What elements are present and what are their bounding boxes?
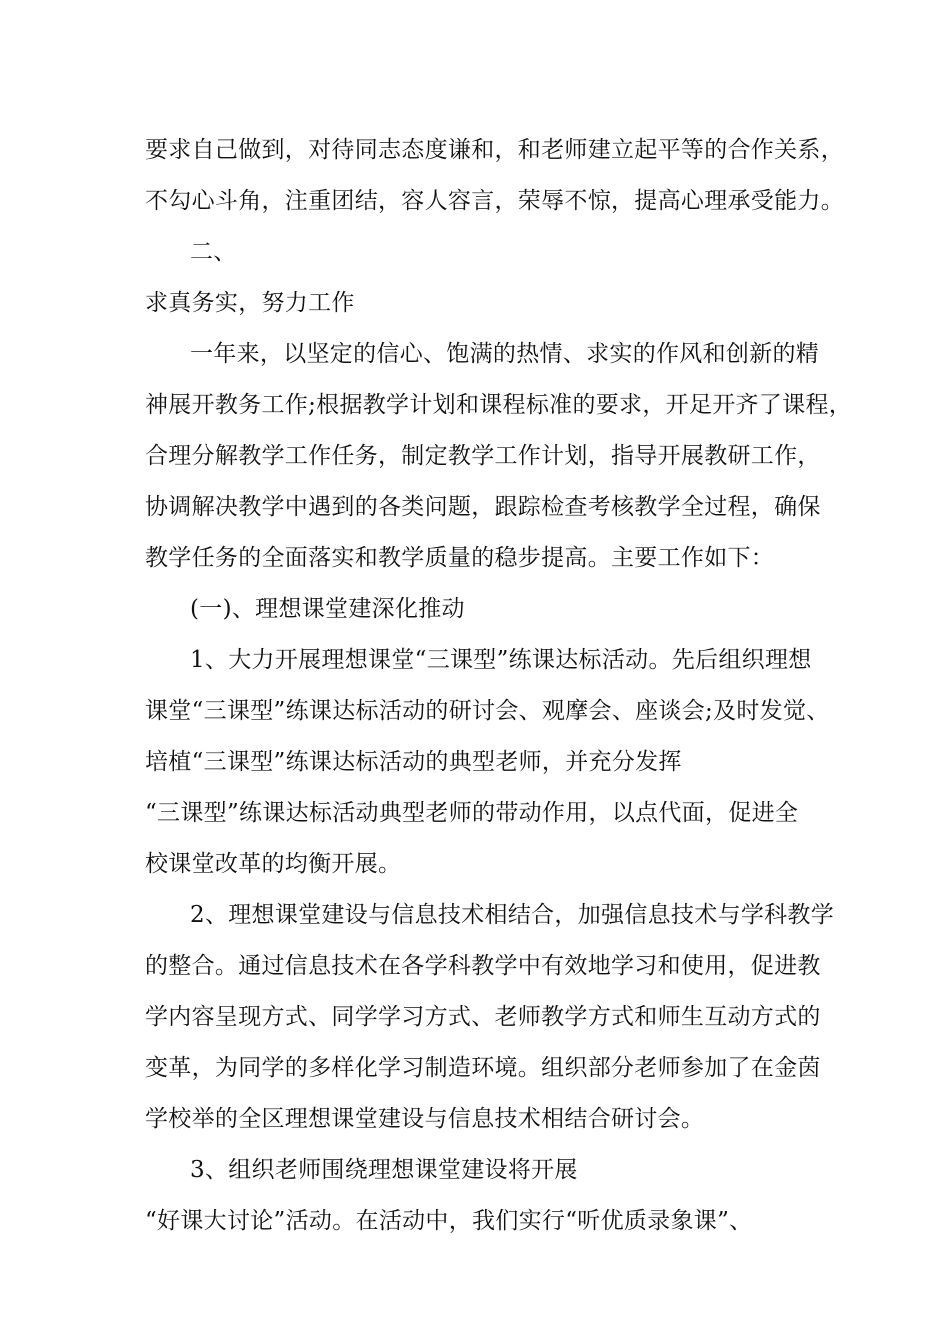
text-line: 不勾心斗角，注重团结，容人容言，荣辱不惊，提高心理承受能力。 [145,188,844,214]
text-line: 学内容呈现方式、同学学习方式、老师教学方式和师生互动方式的 [145,1004,821,1030]
text-line: 校课堂改革的均衡开展。 [145,851,402,877]
text-line: 3、组织老师围绕理想课堂建设将开展 [190,1157,578,1183]
section-number: 二、 [190,239,237,265]
subsection-heading: (一)、理想课堂建深化推动 [190,596,465,622]
text-line: 培植“三课型”练课达标活动的典型老师，并充分发挥 [145,749,682,775]
text-line: 课堂“三课型”练课达标活动的研讨会、观摩会、座谈会;及时发觉、 [145,698,830,724]
text-line: 一年来，以坚定的信心、饱满的热情、求实的作风和创新的精 [190,341,820,367]
section-heading: 求真务实，努力工作 [145,290,355,316]
text-line: 变革，为同学的多样化学习制造环境。组织部分老师参加了在金茵 [145,1055,821,1081]
text-line: 协调解决教学中遇到的各类问题，跟踪检查考核教学全过程，确保 [145,494,821,520]
text-line: “三课型”练课达标活动典型老师的带动作用，以点代面，促进全 [145,800,799,826]
text-line: 的整合。通过信息技术在各学科教学中有效地学习和使用，促进教 [145,953,821,979]
text-line: 2、理想课堂建设与信息技术相结合，加强信息技术与学科教学 [190,902,835,928]
text-line: 1、大力开展理想课堂“三课型”练课达标活动。先后组织理想 [190,647,812,673]
text-line: 教学任务的全面落实和教学质量的稳步提高。主要工作如下： [145,545,775,571]
text-line: 神展开教务工作;根据教学计划和课程标准的要求，开足开齐了课程， [145,392,853,418]
text-line: 要求自己做到，对待同志态度谦和，和老师建立起平等的合作关系， [145,137,844,163]
text-line: 合理分解教学工作任务，制定教学工作计划，指导开展教研工作， [145,443,821,469]
text-line: “好课大讨论”活动。在活动中，我们实行“听优质录象课”、 [145,1208,753,1234]
text-line: 学校举的全区理想课堂建设与信息技术相结合研讨会。 [145,1106,705,1132]
